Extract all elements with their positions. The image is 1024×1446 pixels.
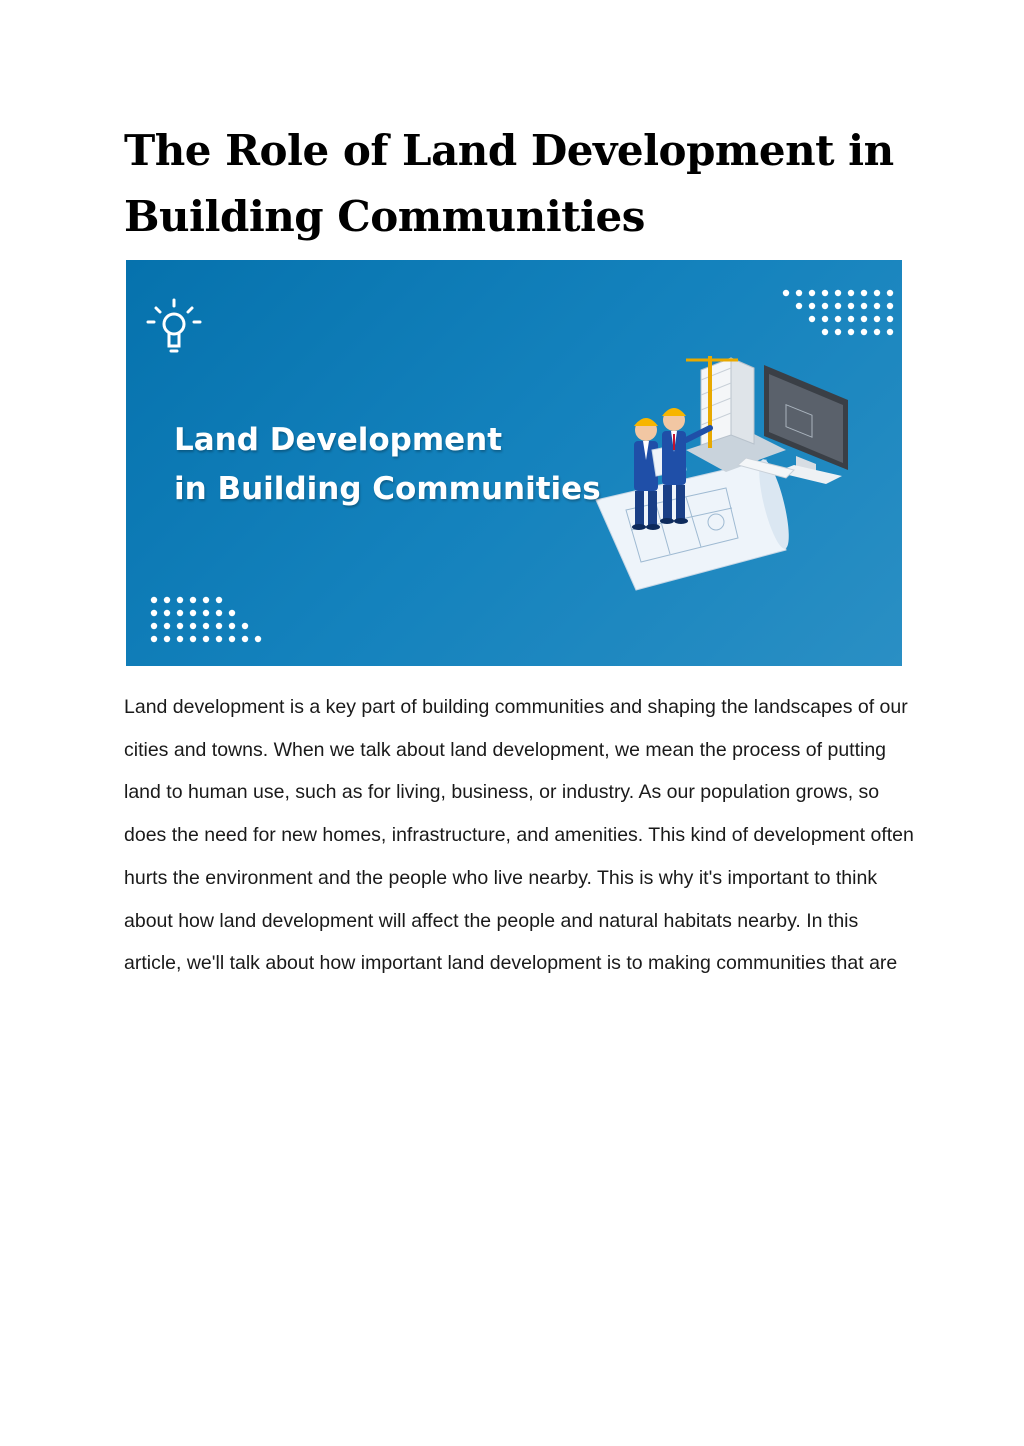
dot: [822, 329, 828, 335]
dot: [216, 623, 222, 629]
dot: [151, 636, 157, 642]
dot: [809, 316, 815, 322]
dot: [835, 303, 841, 309]
dot-grid-pattern-bottom: [151, 597, 261, 642]
lightbulb-icon: [148, 300, 200, 351]
hero-banner-image: [126, 260, 902, 666]
dot: [164, 636, 170, 642]
dot: [809, 303, 815, 309]
dot: [151, 610, 157, 616]
dot: [835, 316, 841, 322]
dot: [177, 623, 183, 629]
banner-heading-line-1: Land Development: [174, 422, 503, 458]
dot: [255, 636, 261, 642]
dot: [190, 636, 196, 642]
dot: [151, 597, 157, 603]
dot: [203, 597, 209, 603]
dot: [887, 290, 893, 296]
dot: [190, 623, 196, 629]
dot: [164, 597, 170, 603]
dot: [822, 290, 828, 296]
dot: [796, 290, 802, 296]
dot: [216, 636, 222, 642]
dot-grid-pattern-top: [783, 290, 893, 335]
dot: [874, 329, 880, 335]
dot: [887, 329, 893, 335]
dot: [151, 623, 157, 629]
dot: [861, 290, 867, 296]
dot: [809, 290, 815, 296]
dot: [203, 623, 209, 629]
dot: [848, 290, 854, 296]
dot: [861, 303, 867, 309]
dot: [229, 623, 235, 629]
dot: [848, 329, 854, 335]
dot: [164, 610, 170, 616]
dot: [848, 316, 854, 322]
dot: [874, 316, 880, 322]
dot: [242, 623, 248, 629]
dot: [164, 623, 170, 629]
page-title: The Role of Land Development in Building Communities: [124, 126, 894, 241]
dot: [216, 610, 222, 616]
dot: [203, 610, 209, 616]
dot: [796, 303, 802, 309]
dot: [203, 636, 209, 642]
dot: [835, 290, 841, 296]
dot: [242, 636, 248, 642]
dot: [177, 597, 183, 603]
dot: [887, 316, 893, 322]
dot: [887, 303, 893, 309]
dot: [190, 610, 196, 616]
dot: [835, 329, 841, 335]
dot: [177, 636, 183, 642]
dot: [874, 303, 880, 309]
dot: [216, 597, 222, 603]
banner-heading: [174, 416, 601, 514]
dot: [783, 290, 789, 296]
body-paragraph: Land development is a key part of building communities and shaping the landscapes of our cities and towns. When we talk about land development, we mean the process of putting land to human use, such as for living, business, or industry. As our population grows, so does the need for new homes, infrastructure, and amenities. This kind of development often hurts the environment and the people who live nearby. This is why it's important to think about how land development will affect the people and natural habitats nearby. In this article, we'll talk about how important land development is to making communities that are: [124, 696, 914, 975]
dot: [848, 303, 854, 309]
dot: [874, 290, 880, 296]
dot: [861, 329, 867, 335]
dot: [190, 597, 196, 603]
dot: [822, 303, 828, 309]
dot: [822, 316, 828, 322]
banner-heading-line-2: in Building Communities: [174, 471, 601, 507]
dot: [229, 610, 235, 616]
dot: [861, 316, 867, 322]
dot: [229, 636, 235, 642]
blueprint-icon: [596, 457, 795, 590]
dot: [177, 610, 183, 616]
